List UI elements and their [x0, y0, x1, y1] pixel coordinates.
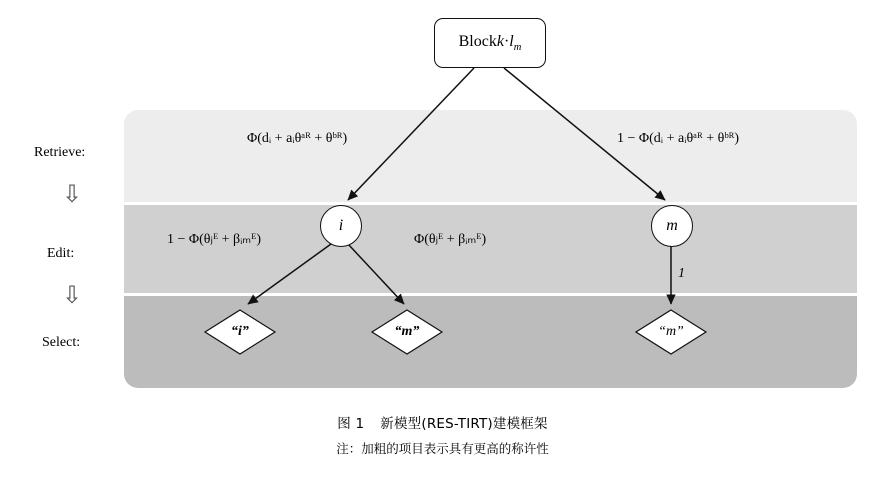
caption-figure-number: 图 1	[337, 416, 365, 432]
edge-i-to-leaf-m	[348, 244, 404, 304]
node-leaf-m-left-label: “m”	[394, 324, 420, 339]
node-leaf-i-label: “i”	[231, 324, 249, 339]
node-leaf-m-right	[636, 310, 706, 354]
stage-label-edit: Edit:	[47, 246, 75, 261]
figure-caption	[0, 412, 885, 457]
caption-note: 注：加粗的项目表示具有更高的称许性	[336, 441, 549, 456]
edge-label-edit-right: 1	[678, 266, 685, 281]
stage-label-select: Select:	[42, 335, 81, 350]
edge-i-to-leaf-i	[248, 244, 331, 304]
node-root-prefix: Block	[458, 32, 497, 50]
edge-label-retrieve-left: Φ(dᵢ + aᵢθᵃᴿ + θᵇᴿ)	[247, 131, 348, 146]
stage-arrow-down-icon-2: ⇩	[62, 281, 83, 309]
node-root-k: k	[496, 32, 504, 50]
node-circle-m	[651, 205, 693, 247]
stage-label-retrieve: Retrieve:	[34, 145, 86, 160]
node-root-l: l	[509, 32, 514, 50]
node-leaf-m-left	[372, 310, 442, 354]
edge-label-retrieve-right: 1 − Φ(dᵢ + aᵢθᵃᴿ + θᵇᴿ)	[617, 131, 740, 146]
edge-label-edit-left: 1 − Φ(θⱼᴱ + βᵢₘᴱ)	[167, 232, 262, 247]
node-circle-i-label: i	[338, 217, 344, 234]
node-circle-i	[320, 205, 362, 247]
caption-title: 新模型(RES-TIRT)建模框架	[380, 416, 548, 432]
node-root-subscript: m	[513, 42, 522, 54]
node-root-dot: ·	[503, 32, 510, 50]
node-circle-m-label: m	[666, 217, 678, 234]
stage-arrow-down-icon: ⇩	[62, 180, 83, 208]
edge-root-to-i	[348, 68, 474, 200]
caption-title-line	[0, 412, 885, 432]
node-root-label	[459, 33, 522, 53]
node-leaf-i	[205, 310, 275, 354]
edge-label-edit-mid: Φ(θⱼᴱ + βᵢₘᴱ)	[414, 232, 487, 247]
node-root-block	[434, 18, 546, 68]
node-leaf-m-right-label: “m”	[658, 324, 684, 339]
